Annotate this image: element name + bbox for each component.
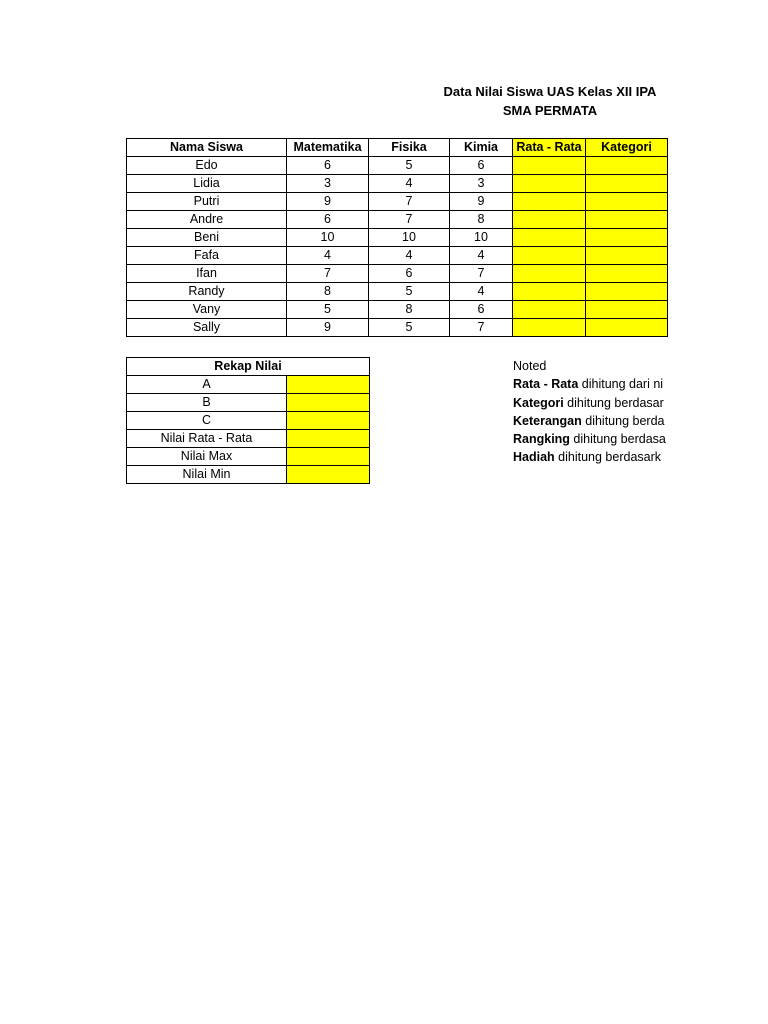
notes-heading[interactable]: Noted [513,359,547,373]
note-text: dihitung berdasa [569,432,666,447]
school-name: SMA PERMATA [502,103,598,118]
grades-header-row [127,139,668,157]
recap-label-cell[interactable]: C [127,412,287,430]
header-fisika[interactable]: Fisika [369,139,450,157]
recap-table [126,357,370,484]
rata-rata-cell[interactable] [513,283,586,301]
table-row [127,193,668,211]
recap-value-cell[interactable] [287,394,370,412]
recap-header[interactable]: Rekap Nilai [127,358,370,376]
header-matematika[interactable]: Matematika [287,139,369,157]
table-row [127,301,668,319]
table-row [127,175,668,193]
table-row [127,448,370,466]
header-kategori[interactable]: Kategori [586,139,668,157]
fisika-cell[interactable]: 4 [369,247,450,265]
header-rata-rata[interactable]: Rata - Rata [513,139,586,157]
rata-rata-cell[interactable] [513,211,586,229]
kategori-cell[interactable] [586,247,668,265]
recap-value-cell[interactable] [287,448,370,466]
matematika-cell[interactable]: 10 [287,229,369,247]
table-row [127,394,370,412]
kimia-cell[interactable]: 9 [450,193,513,211]
note-text: dihitung berda [581,413,665,428]
note-line[interactable] [513,375,768,393]
note-term: Rangking [513,432,570,447]
fisika-cell[interactable]: 7 [369,211,450,229]
kimia-cell[interactable]: 4 [450,247,513,265]
note-line[interactable] [513,430,768,448]
matematika-cell[interactable]: 6 [287,157,369,175]
rata-rata-cell[interactable] [513,265,586,283]
recap-value-cell[interactable] [287,466,370,484]
student-name-cell[interactable]: Sally [127,319,287,337]
kimia-cell[interactable]: 8 [450,211,513,229]
kimia-cell[interactable]: 7 [450,319,513,337]
sheet-title: Data Nilai Siswa UAS Kelas XII IPA [443,84,657,99]
rata-rata-cell[interactable] [513,229,586,247]
kimia-cell[interactable]: 10 [450,229,513,247]
table-row [127,466,370,484]
fisika-cell[interactable]: 5 [369,319,450,337]
student-name-cell[interactable]: Vany [127,301,287,319]
note-text: dihitung berdasark [554,450,662,465]
fisika-cell[interactable]: 8 [369,301,450,319]
table-row [127,265,668,283]
kimia-cell[interactable]: 3 [450,175,513,193]
table-row [127,211,668,229]
note-line[interactable] [513,412,768,430]
kategori-cell[interactable] [586,193,668,211]
matematika-cell[interactable]: 5 [287,301,369,319]
recap-label-cell[interactable]: Nilai Rata - Rata [127,430,287,448]
kategori-cell[interactable] [586,211,668,229]
matematika-cell[interactable]: 6 [287,211,369,229]
table-row [127,430,370,448]
table-row [127,319,668,337]
matematika-cell[interactable]: 9 [287,193,369,211]
notes-panel [513,357,768,467]
student-name-cell[interactable]: Andre [127,211,287,229]
kimia-cell[interactable]: 7 [450,265,513,283]
table-row [127,412,370,430]
note-term: Keterangan [513,413,582,428]
kategori-cell[interactable] [586,175,668,193]
table-row [127,157,668,175]
kategori-cell[interactable] [586,301,668,319]
kimia-cell[interactable]: 6 [450,157,513,175]
kategori-cell[interactable] [586,229,668,247]
student-name-cell[interactable]: Edo [127,157,287,175]
kategori-cell[interactable] [586,265,668,283]
rata-rata-cell[interactable] [513,301,586,319]
rata-rata-cell[interactable] [513,157,586,175]
matematika-cell[interactable]: 4 [287,247,369,265]
fisika-cell[interactable]: 5 [369,157,450,175]
student-name-cell[interactable]: Fafa [127,247,287,265]
fisika-cell[interactable]: 10 [369,229,450,247]
header-nama-siswa[interactable]: Nama Siswa [127,139,287,157]
note-text: dihitung berdasar [563,395,664,410]
recap-value-cell[interactable] [287,430,370,448]
student-name-cell[interactable]: Putri [127,193,287,211]
table-row [127,283,668,301]
kimia-cell[interactable]: 4 [450,283,513,301]
kategori-cell[interactable] [586,283,668,301]
fisika-cell[interactable]: 7 [369,193,450,211]
student-name-cell[interactable]: Lidia [127,175,287,193]
fisika-cell[interactable]: 6 [369,265,450,283]
kategori-cell[interactable] [586,319,668,337]
recap-label-cell[interactable]: A [127,376,287,394]
matematika-cell[interactable]: 7 [287,265,369,283]
note-line[interactable] [513,448,768,466]
header-kimia[interactable]: Kimia [450,139,513,157]
fisika-cell[interactable]: 5 [369,283,450,301]
rata-rata-cell[interactable] [513,319,586,337]
kategori-cell[interactable] [586,157,668,175]
table-row [127,376,370,394]
student-name-cell[interactable]: Beni [127,229,287,247]
table-row [127,247,668,265]
note-text: dihitung dari ni [578,377,664,392]
recap-value-cell[interactable] [287,376,370,394]
matematika-cell[interactable]: 8 [287,283,369,301]
rata-rata-cell[interactable] [513,175,586,193]
grades-table [126,138,668,337]
table-row [127,229,668,247]
note-term: Hadiah [513,450,555,465]
rata-rata-cell[interactable] [513,193,586,211]
recap-value-cell[interactable] [287,412,370,430]
student-name-cell[interactable]: Ifan [127,265,287,283]
matematika-cell[interactable]: 9 [287,319,369,337]
recap-label-cell[interactable]: Nilai Max [127,448,287,466]
matematika-cell[interactable]: 3 [287,175,369,193]
recap-header-row [127,358,370,376]
note-term: Rata - Rata [513,377,579,392]
fisika-cell[interactable]: 4 [369,175,450,193]
student-name-cell[interactable]: Randy [127,283,287,301]
note-term: Kategori [513,395,564,410]
rata-rata-cell[interactable] [513,247,586,265]
recap-label-cell[interactable]: Nilai Min [127,466,287,484]
recap-label-cell[interactable]: B [127,394,287,412]
kimia-cell[interactable]: 6 [450,301,513,319]
note-line[interactable] [513,394,768,412]
